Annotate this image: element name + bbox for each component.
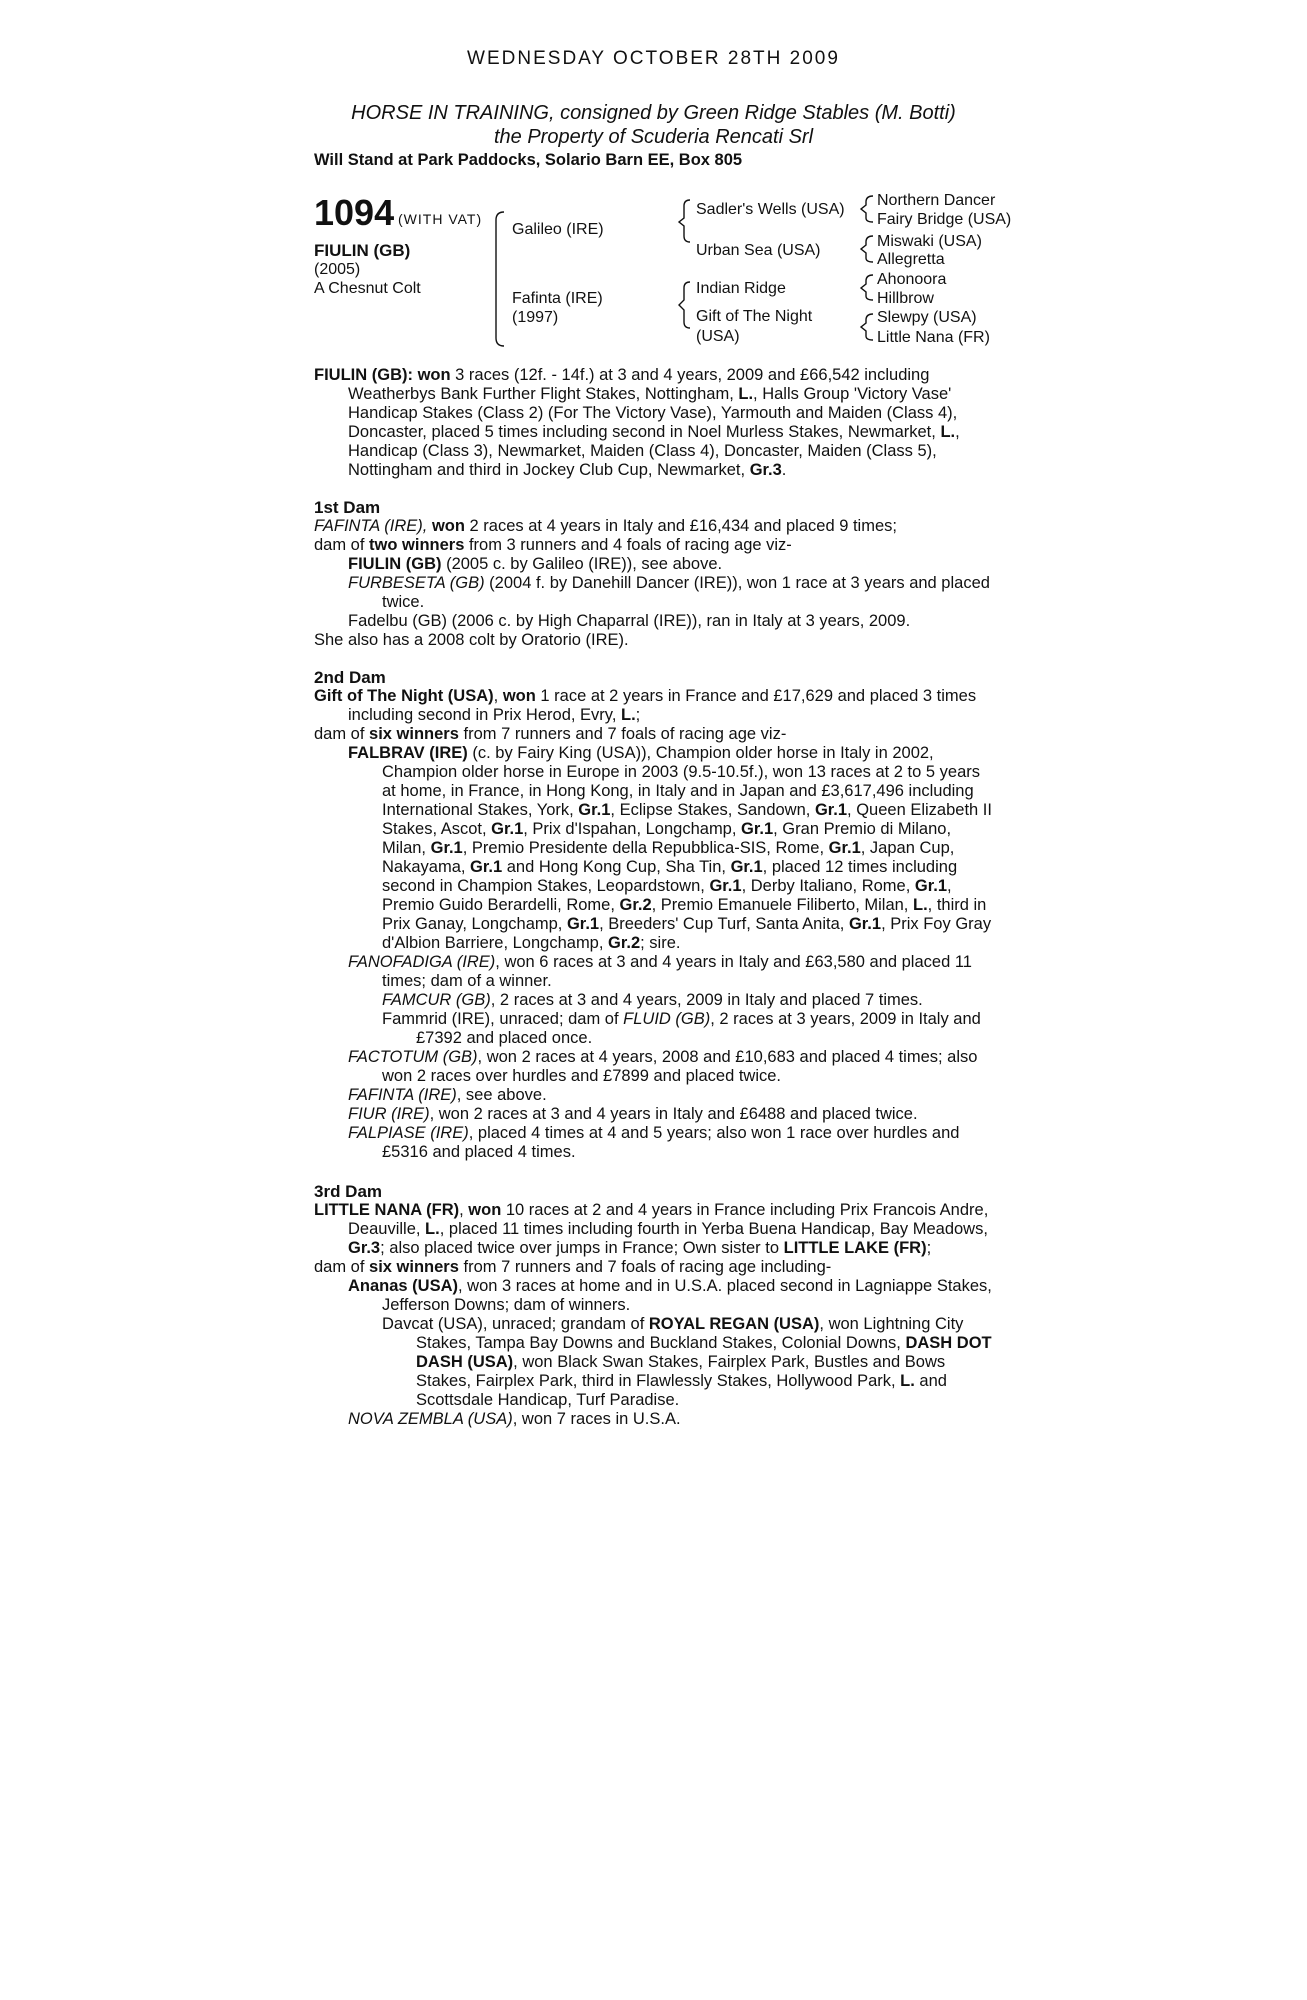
lot-number: 1094 — [314, 192, 395, 233]
sale-date-header: WEDNESDAY OCTOBER 28TH 2009 — [467, 48, 840, 69]
first-dam-heading: 1st Dam — [314, 498, 381, 517]
produce-nova-zembla: NOVA ZEMBLA (USA), won 7 races in U.S.A. — [348, 1410, 681, 1428]
vat-note: (WITH VAT) — [398, 211, 483, 227]
sd-sire: Miswaki (USA) — [877, 233, 982, 250]
ds-sire: Ahonoora — [877, 271, 947, 288]
produce-fammrid: Fammrid (IRE), unraced; dam of FLUID (GB), 2 races at 3 years, 2009 in Italy and £7392 and placed once. — [382, 1010, 981, 1047]
dd-sire: Slewpy (USA) — [877, 309, 977, 326]
ds-bracket — [861, 275, 873, 300]
produce-furbeseta: FURBESETA (GB) (2004 f. by Danehill Dancer (IRE)), won 1 race at 3 years and placed twice. — [348, 574, 990, 611]
produce-falbrav: FALBRAV (IRE) (c. by Fairy King (USA)), Champion older horse in Italy in 2002, Champion older horse in Europe in 2003 (9.5-10.5f.), won 13 races at 2 to 5 years at home, in France, in Hong Kong, in Italy and in Japan and £3,617,496 including International Stakes, York, Gr.1, Eclipse Stakes, Sandown, Gr.1, Queen Elizabeth II Stakes, Ascot, Gr.1, Prix d'Ispahan, Longchamp, Gr.1, Gran Premio di Milano, Milan, Gr.1, Premio Presidente della Repubblica-SIS, Rome, Gr.1, Japan Cup, Nakayama, Gr.1 and Hong Kong Cup, Sha Tin, Gr.1, placed 12 times including second in Champion Stakes, Leopardstown, Gr.1, Derby Italiano, Rome, Gr.1, Premio Guido Berardelli, Rome, Gr.2, Premio Emanuele Filiberto, Milan, L., third in Prix Ganay, Longchamp, Gr.1, Breeders' Cup Turf, Santa Anita, Gr.1, Prix Foy Gray d'Albion Barriere, Longchamp, Gr.2; sire. — [348, 744, 992, 952]
dam-bracket — [679, 282, 690, 328]
ss-sire: Northern Dancer — [877, 192, 996, 209]
dam-dam-line2: (USA) — [696, 328, 740, 345]
main-bracket — [496, 212, 504, 346]
second-dam-produce-summary: dam of six winners from 7 runners and 7 foals of racing age viz- — [314, 725, 787, 743]
dam-name: Fafinta (IRE) — [512, 290, 603, 307]
property-line: the Property of Scuderia Rencati Srl — [493, 126, 814, 148]
dam-sire: Indian Ridge — [696, 280, 786, 297]
foaling-year: (2005) — [314, 261, 361, 278]
dam-year: (1997) — [512, 309, 559, 326]
sire-dam: Urban Sea (USA) — [696, 242, 821, 259]
third-dam-record: LITTLE NANA (FR), won 10 races at 2 and 4 years in France including Prix Francois Andre, Deauville, L., placed 11 times including fourth in Yerba Buena Handicap, Bay Meadows, Gr.3; also placed twice over jumps in France; Own sister to LITTLE LAKE (FR); — [314, 1201, 989, 1257]
horse-description: A Chesnut Colt — [314, 280, 421, 297]
produce-fafinta: FAFINTA (IRE), see above. — [348, 1086, 547, 1104]
third-dam-section — [314, 1182, 994, 1429]
second-dam-record: Gift of The Night (USA), won 1 race at 2 years in France and £17,629 and placed 3 times including second in Prix Herod, Evry, L.; — [314, 687, 977, 724]
sd-dam: Allegretta — [877, 251, 945, 268]
produce-fiulin: FIULIN (GB) (2005 c. by Galileo (IRE)), see above. — [348, 555, 723, 573]
ss-bracket — [861, 196, 873, 222]
second-dam-section — [314, 668, 994, 1162]
sire-bracket — [679, 200, 690, 242]
third-dam-produce-summary: dam of six winners from 7 runners and 7 foals of racing age including- — [314, 1258, 832, 1276]
ds-dam: Hillbrow — [877, 290, 934, 307]
race-record: FIULIN (GB): won 3 races (12f. - 14f.) at 3 and 4 years, 2009 and £66,542 including Weatherbys Bank Further Flight Stakes, Nottingham, L., Halls Group 'Victory Vase' Handicap Stakes (Class 2) (For The Victory Vase), Yarmouth and Maiden (Class 4), Doncaster, placed 5 times including second in Noel Murless Stakes, Newmarket, L., Handicap (Class 3), Newmarket, Maiden (Class 4), Doncaster, Maiden (Class 5), Nottingham and third in Jockey Club Cup, Newmarket, Gr.3. — [314, 366, 960, 479]
sd-bracket — [861, 236, 873, 262]
produce-davcat: Davcat (USA), unraced; grandam of ROYAL REGAN (USA), won Lightning City Stakes, Tampa Bay Downs and Buckland Stakes, Colonial Downs, DASH DOT DASH (USA), won Black Swan Stakes, Fairplex Park, Bustles and Bows Stakes, Fairplex Park, third in Flawlessly Stakes, Hollywood Park, L. and Scottsdale Handicap, Turf Paradise. — [382, 1315, 992, 1409]
first-dam-record: FAFINTA (IRE), won 2 races at 4 years in Italy and £16,434 and placed 9 times; — [314, 517, 897, 535]
first-dam-produce-summary: dam of two winners from 3 runners and 4 foals of racing age viz- — [314, 536, 792, 554]
produce-factotum: FACTOTUM (GB), won 2 races at 4 years, 2008 and £10,683 and placed 4 times; also won 2 races over hurdles and £7899 and placed twice. — [348, 1048, 978, 1085]
dam-dam-line1: Gift of The Night — [696, 308, 813, 325]
produce-2008-colt: She also has a 2008 colt by Oratorio (IRE). — [314, 631, 629, 649]
third-dam-heading: 3rd Dam — [314, 1182, 383, 1201]
consignment-line: HORSE IN TRAINING, consigned by Green Ridge Stables (M. Botti) — [351, 102, 956, 124]
dd-bracket — [861, 314, 873, 340]
produce-fadelbu: Fadelbu (GB) (2006 c. by High Chaparral (IRE)), ran in Italy at 3 years, 2009. — [348, 612, 911, 630]
produce-fiur: FIUR (IRE), won 2 races at 3 and 4 years in Italy and £6488 and placed twice. — [348, 1105, 918, 1123]
produce-fanofadiga: FANOFADIGA (IRE), won 6 races at 3 and 4 years in Italy and £63,580 and placed 11 times; dam of a winner. — [348, 953, 972, 990]
first-dam-section — [314, 498, 994, 650]
ss-dam: Fairy Bridge (USA) — [877, 211, 1012, 228]
produce-famcur: FAMCUR (GB), 2 races at 3 and 4 years, 2009 in Italy and placed 7 times. — [382, 991, 923, 1009]
produce-falpiase: FALPIASE (IRE), placed 4 times at 4 and 5 years; also won 1 race over hurdles and £5316 and placed 4 times. — [348, 1124, 960, 1161]
second-dam-heading: 2nd Dam — [314, 668, 386, 687]
pedigree-brackets — [0, 0, 1307, 360]
produce-ananas: Ananas (USA), won 3 races at home and in U.S.A. placed second in Lagniappe Stakes, Jefferson Downs; dam of winners. — [348, 1277, 992, 1314]
sire-sire: Sadler's Wells (USA) — [696, 201, 845, 218]
sire-name: Galileo (IRE) — [512, 221, 604, 238]
dd-dam: Little Nana (FR) — [877, 329, 990, 346]
horse-name: FIULIN (GB) — [314, 241, 411, 260]
stabling-line: Will Stand at Park Paddocks, Solario Barn EE, Box 805 — [314, 151, 743, 169]
